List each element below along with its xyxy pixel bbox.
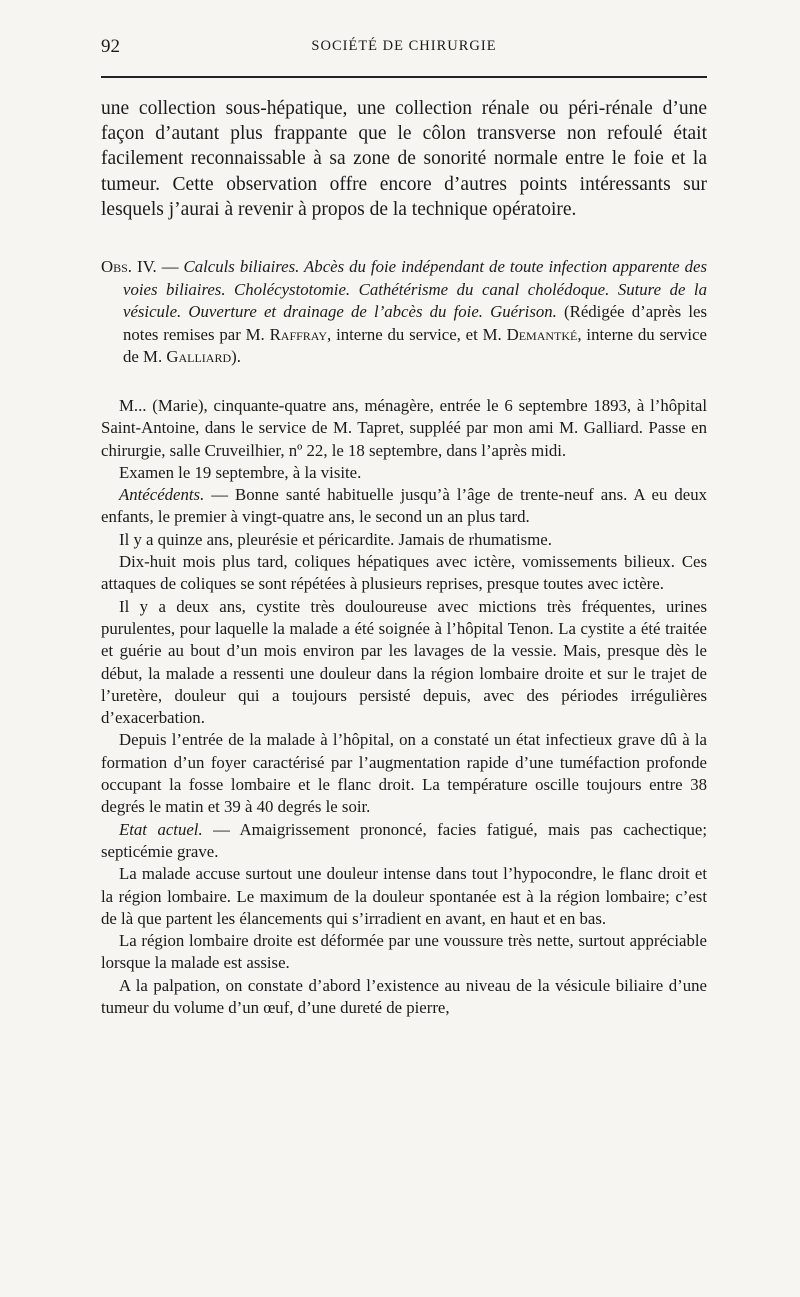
header-rule [101,76,707,78]
case-paragraph: La malade accuse surtout une douleur intense dans tout l’hypocondre, le flanc droit et la région lombaire. Le maximum de la douleur spontanée est à la région lombaire; c’est de là que partent les élancements qui s’irradient en avant, en haut et en bas. [101,864,707,928]
case-paragraph: M... (Marie), cinquante-quatre ans, ménagère, entrée le 6 septembre 1893, à l’hôpital Saint-Antoine, dans le service de M. Tapret, suppléé par mon ami M. Galliard. Passe en chirurgie, salle Cruveilhier, nº 22, le 18 septembre, dans l’après midi. [101,395,707,460]
case-text: — Amaigrissement prononcé, facies fatigué, mais pas cachectique; septicémie grave. [101,819,707,861]
case-paragraph: Depuis l’entrée de la malade à l’hôpital, on a constaté un état infectieux grave dû à la formation d’un foyer caractérisé par l’augmentation rapide d’une tuméfaction profonde occupant la fosse lombaire et le flanc droit. La température oscille toujours entre 38 degrés le matin et 39 à 40 degrés le soir. [101,730,707,817]
intro-paragraph: une collection sous-hépatique, une collection rénale ou péri-rénale d’une façon d’autant plus frappante que le côlon transverse non refoulé était facilement reconnaissable à sa zone de sonorité normale entre le foie et la tumeur. Cette observation offre encore d’autres points intéressants sur lesquels j’aurai à revenir à propos de la technique opératoire. [101,98,707,220]
observer-name-1: Raffray [269,324,328,344]
observation-heading [101,256,707,369]
page [101,30,707,1019]
observation-note-mid-1: , interne du service, et M. [327,324,502,344]
running-title: SOCIÉTÉ DE CHIRURGIE [311,38,497,54]
case-paragraph [101,484,707,529]
section-label-antecedents: Antécédents. [119,485,205,505]
page-number: 92 [101,36,120,57]
case-paragraph [101,819,707,864]
case-paragraph: Dix-huit mois plus tard, coliques hépatiques avec ictère, vomissements bilieux. Ces attaques de coliques se sont répétées à plusieurs reprises, presque toutes avec ictère. [101,552,707,594]
case-body [101,395,707,1019]
observation-title: Calculs biliaires. Abcès du foie indépendant de toute infection apparente des voies biliaires. Cholécystotomie. Cathétérisme du canal cholédoque. Suture de la vésicule. Ouverture et drainage de l’abcès du foie. Guérison. [123,257,707,322]
case-text: — Bonne santé habituelle jusqu’à l’âge de trente-neuf ans. A eu deux enfants, le premier à vingt-quatre ans, le second un an plus tard. [101,485,707,527]
case-paragraph: A la palpation, on constate d’abord l’existence au niveau de la vésicule biliaire d’une tumeur du volume d’un œuf, d’une dureté de pierre, [101,975,707,1017]
observation-label: Obs. IV. — [101,257,179,277]
observer-name-3: Galliard [166,347,232,367]
observation-note-mid-2: , interne du service de M. [123,324,707,367]
case-paragraph: Examen le 19 septembre, à la visite. [119,462,362,482]
page-header [101,30,707,60]
section-label-etat-actuel: Etat actuel. [119,819,203,839]
observation-note-start: (Rédigée d’après les notes remises par M. [123,302,707,344]
observation-note-end: ). [231,347,241,367]
observer-name-2: Demantké [506,324,578,344]
case-paragraph: La région lombaire droite est déformée par une voussure très nette, surtout appréciable lorsque la malade est assise. [101,931,707,973]
case-paragraph: Il y a deux ans, cystite très douloureuse avec mictions très fréquentes, urines purulentes, pour laquelle la malade a été soignée à l’hôpital Tenon. La cystite a été traitée et guérie au bout d’un mois environ par les lavages de la vessie. Mais, presque dès le début, la malade a ressenti une douleur dans la région lombaire droite et sur le trajet de l’uretère, douleur qui a toujours persisté depuis, avec des périodes irrégulières d’exacerbation. [101,596,707,728]
case-paragraph: Il y a quinze ans, pleurésie et péricardite. Jamais de rhumatisme. [119,529,552,549]
